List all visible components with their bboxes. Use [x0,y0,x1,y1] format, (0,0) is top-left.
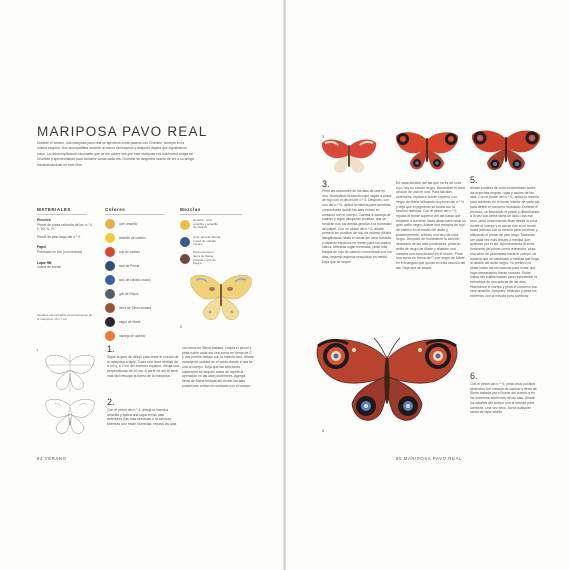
page-title: MARIPOSA PAVO REAL [37,124,208,139]
step-text: Con el pincel del n.º 4, dibuja la mancha amarilla y aplica una capa en las alas anteriores (las más cercanas a la cabeza). Mientras aún están húmedas, repasa las alas [107,408,177,427]
swatch-dot [105,289,115,299]
swatch-label: azul de Prusia [119,264,140,268]
figure-number: 1 [36,347,39,352]
material-name: Lápiz HB [37,260,52,265]
swatch-label: Amarillo: ocre amarillo y amarillo de cadmio [193,217,218,230]
swatch-dot [105,303,115,313]
mezclas-heading: Mezclas [180,207,201,212]
material-detail: Pincel de pelo largo del n.º 0. [37,234,82,239]
left-page [0,0,284,570]
swatch-dot [180,254,190,264]
figure-number: 6 [322,428,325,433]
swatch-dot [180,237,190,247]
color-swatch [105,231,169,245]
mezclas-divider [180,214,242,215]
step-text-continued: con tierra de Siena tostada. Limpia el pincel y pinta sobre cada ala una curva en forma de C y dos puntos debajo con la mezcla azul. Añade naranja de cadmio en el punto donde el ala se una al cuerpo. Deja que las secciones superiores se sequen antes de repetir la operación en las alas posteriores. Agrega tierra de Siena tostada allí donde las alas posteriores entran en contacto con el cuerpo. [182,346,254,388]
step-text: Sigue la guía de dibujo para crear el cuerpo de la mariposa a lápiz. Traza una línea vertical de 6 cm y, a 2 cm del extremo superior, dibuja una perpendicular de 10 cm. A partir de ahí te será más fácil encajar la forma de la mariposa. [107,355,179,378]
mix-swatch [180,235,244,248]
swatch-label: azul de cobalto oscuro [119,278,151,282]
materials-heading: MATERIALES [37,207,71,212]
butterfly-sketch-guide-top [42,352,98,394]
butterfly-step5-illustration [470,128,542,174]
color-swatch [105,301,169,315]
step-number: 3. [322,179,330,189]
figure-number: 3 [322,134,325,139]
materials-list [37,218,93,270]
swatch-dot [105,317,115,327]
swatch-label: Para oscurecer tierra de Siena tostada y gris de Payne [193,250,216,266]
swatch-label: Azul: azul de Prusia y azul de cobalto oscuro [193,234,221,247]
step-number: 1. [107,344,115,354]
step-number: 6. [470,371,478,381]
butterfly-final-illustration [312,334,462,434]
butterfly-yellow-wash-illustration [188,272,254,332]
swatch-label: negro de Marte [119,320,141,324]
material-item [37,218,93,232]
swatch-dot [105,261,115,271]
swatch-label: naranja de cadmio [119,334,146,338]
swatch-dot [105,247,115,257]
intro-text: Durante el verano, una mariposa pavo real se aproximó a mis paseos con Grumble, siempre en la misma esquina. Nos acompañaba durante un tramo del trayecto y después dejaba que siguiéramos solos. La única explicación razonable que se me ocurre era que esta mariposa era una buena amiga de Grumble y aprovechaban para contarse cosas cada día. Grumble se despedía mucho de ver a su amiga transformándose en este libro. [37,141,194,167]
color-swatch-list [105,217,169,343]
figure-number: 2 [180,324,183,329]
color-swatch [105,259,169,273]
material-detail: Prensado en frío (con textura) [37,249,83,254]
page-folio: 85 MARIPOSA PAVO REAL [396,456,462,461]
colores-divider [105,214,165,215]
color-swatch [105,329,169,343]
step-number: 5. [470,175,478,185]
material-detail: Goma de borrar [37,265,61,270]
step-text: Pinta las secciones de las alas de una en una. Humedece la sección que vayas a pintar de rojo con el pincel del n.º 4. Después, con uno del n.º ½, aplica la mezcla para sombras concentrada donde las alas entran en contacto con el cuerpo. Cambia a naranja de cadmio y sigue dibujando puntitos, que se fundirán con los demás gracias a la humedad del papel. Con un pincel del n.º 0, añade primero los puntitos de rojo de cadmio diluido alargándolas hasta el borde del área húmeda y dejando espacios en medio para los puntos claros. Mientras sigan húmedas, pinta más franjas de rojo de cadmio concentrado por los alas, dejando algunos resquicios en medio. Deja que se seque. [322,189,392,264]
material-item [37,245,93,254]
colores-heading: Colores [105,207,126,212]
swatch-label: rojo de cadmio [119,250,140,254]
material-name: Pinceles [37,218,51,222]
mix-swatch-list [180,218,244,265]
mix-swatch [180,218,244,231]
step-text: Añade puntitos de color concentrado sobre las manchas negras, rojas y azules de las alas. Con el pincel del n.º ½, aplica la mezcla para sombras en el borde interior de cada ala para definir el contorno ondulado. Durante el proceso, ve limpiando el pincel y difuminando a la vez con tierra siena un lado. Usa ese tono, pinta unas marcas finas desde la zona donde el cuerpo y el ala se une en el borde hacia adentro con la mezcla para sombras y utilizando el pincel de pelo largo. Debieran ser cada vez más tenues a medida que avanzan por el ala. Aprovechando la línea horizontal del pincel como referencia, pinta una serie de pinceladas hacia el cuerpo, de manera que se cambiaba a medida que llega al detalle del anillo negro. Yo prefiero no pintar todas las nervaduras para evitar que haya demasiados líneas oscuras. Estas líneas tan sutiles bastan para representar la estructura de nervaduras de las alas. Humedece el cuerpo y pinta el contorno con ocre amarillo. Después, rellénalo y pinta los extremos con la mezcla para sombras. [470,186,540,299]
mix-swatch [180,252,244,265]
butterfly-step4-illustration [394,130,460,174]
material-item [37,235,93,240]
step-text-continued: En cada sección del ala que no es de color rojo, hay un círculo negro. Humedece el área circular de una en una. Para las alas anteriores, repasa el borde superior con negro de Marte utilizando un pincel del n.º ½ y deja que el pigmento se funda con la sección húmeda. Con el pincel del n.º 0, repasa el borde superior del ala hasta que empiece a curvarse hacia abajo para crear un gran anillo negro. Añade una mancha de rojo de cadmio en el medio del anillo y, posteriormente, cúbrelo con otro de color negro. Después de humedecer la sección necesaria de las alas posteriores, pinta un anillo de negro de Marte y añádele una mancha con mezcla azul en el centro. Pinta una curva en forma de C con negro de Marte en el triángulo que queda en esta sección del ala. Deja que se seque. [396,181,466,270]
step-number: 2. [107,397,115,407]
swatch-label: ocre amarillo [119,222,138,226]
material-name: Papel [37,245,47,250]
swatch-dot [180,220,190,230]
swatch-dot [105,219,115,229]
swatch-dot [105,233,115,243]
step-text: Con el pincel del n.º ½, pinta unos puntitos diminutos con naranja de cadmio y tierra de Siena tostada por el borde del cuerpo y en los extremos anteriores de las alas. Añade los detalles del cuerpo con la mezcla para sombras. Una vez seco, borra cualquier rastro de lápiz visible. [470,382,537,415]
material-item [37,261,93,270]
swatch-label: amarillo de cadmio [119,236,146,240]
color-swatch [105,273,169,287]
swatch-label: gris de Payne [119,292,139,296]
material-detail: Pincel de punta redonda de los n.º 4, 0, 00, ¾, ½ [37,222,93,232]
butterfly-step3-illustration [320,137,378,177]
swatch-dot [105,331,115,341]
swatch-dot [105,275,115,285]
right-page [286,0,570,570]
size-note: Medidas aproximadas de la ilustración de la mariposa: 10 x 7 cm [37,313,93,321]
color-swatch [105,245,169,259]
page-folio: 84 VERANO [37,456,67,461]
color-swatch [105,217,169,231]
color-swatch [105,315,169,329]
materials-divider [37,214,87,215]
swatch-label: tierra de Siena tostada [119,306,152,310]
color-swatch [105,287,169,301]
butterfly-sketch-guide-bottom [42,396,98,436]
